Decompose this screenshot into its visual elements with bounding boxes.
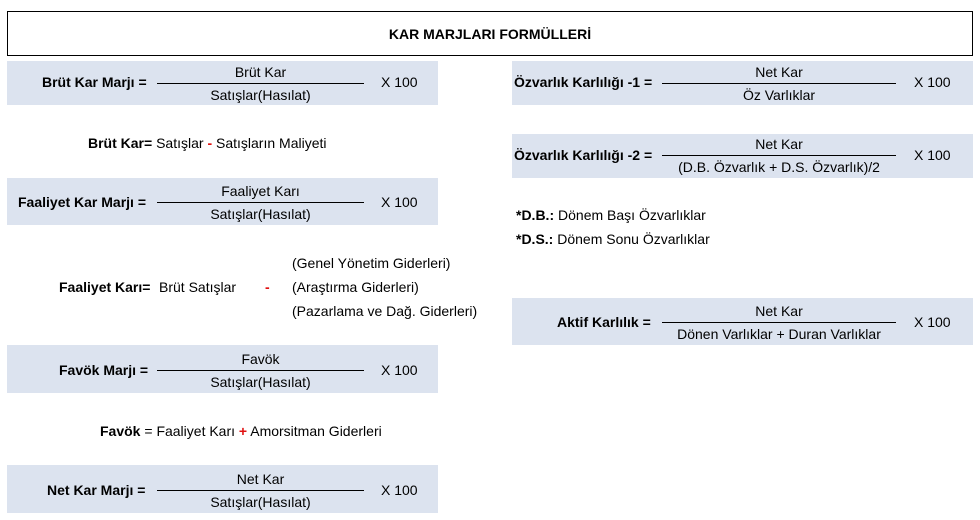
equals-sign: = bbox=[144, 423, 153, 439]
fraction-denominator: Satışlar(Hasılat) bbox=[210, 206, 311, 222]
fraction-numerator: Brüt Kar bbox=[234, 64, 287, 80]
fraction-denominator: Satışlar(Hasılat) bbox=[210, 374, 311, 390]
fraction-denominator: Satışlar(Hasılat) bbox=[210, 494, 311, 510]
note-key: *D.S.: bbox=[516, 231, 554, 247]
fraction-numerator: Net Kar bbox=[755, 136, 803, 152]
operating-expense-item: (Pazarlama ve Dağ. Giderleri) bbox=[292, 303, 478, 319]
page-title: KAR MARJLARI FORMÜLLERİ bbox=[7, 11, 973, 56]
roa-fraction bbox=[662, 300, 896, 345]
multiplier: X 100 bbox=[914, 74, 951, 90]
ebitda-label: Favök bbox=[100, 423, 141, 439]
fraction-denominator: Satışlar(Hasılat) bbox=[210, 87, 311, 103]
multiplier: X 100 bbox=[381, 74, 418, 90]
fraction-numerator: Net Kar bbox=[236, 471, 285, 487]
roa-label: Aktif Karlılık = bbox=[557, 314, 651, 330]
multiplier: X 100 bbox=[381, 482, 418, 498]
roe1-label: Özvarlık Karlılığı -1 = bbox=[514, 74, 653, 90]
multiplier: X 100 bbox=[381, 194, 418, 210]
roe2-label: Özvarlık Karlılığı -2 = bbox=[514, 147, 653, 163]
multiplier: X 100 bbox=[914, 147, 951, 163]
gross-margin-label: Brüt Kar Marjı = bbox=[42, 74, 147, 90]
note-key: *D.B.: bbox=[516, 207, 555, 223]
ebitda-margin-label: Favök Marjı = bbox=[59, 362, 149, 378]
fraction-denominator: Öz Varlıklar bbox=[742, 87, 816, 103]
net-margin-label: Net Kar Marjı = bbox=[47, 482, 146, 498]
roe1-fraction bbox=[662, 61, 896, 106]
operating-expense-item: (Genel Yönetim Giderleri) bbox=[292, 255, 451, 271]
roe2-fraction bbox=[662, 133, 896, 178]
operating-profit-label: Faaliyet Karı= bbox=[59, 279, 151, 295]
gross-profit-term-a: Satışlar bbox=[156, 135, 204, 151]
gross-margin-fraction bbox=[157, 61, 364, 106]
note-text: Dönem Başı Özvarlıklar bbox=[558, 207, 706, 223]
ebitda-term-a: Faaliyet Karı bbox=[156, 423, 236, 439]
multiplier: X 100 bbox=[914, 314, 951, 330]
ebitda-formula bbox=[100, 423, 382, 439]
plus-operator: + bbox=[238, 423, 248, 439]
operating-expense-item: (Araştırma Giderleri) bbox=[292, 279, 419, 295]
ebitda-margin-fraction bbox=[157, 348, 364, 393]
gross-profit-label: Brüt Kar= bbox=[88, 135, 153, 151]
operating-margin-label: Faaliyet Kar Marjı = bbox=[18, 194, 147, 210]
operating-profit-term-a: Brüt Satışlar bbox=[159, 279, 237, 295]
fraction-denominator: (D.B. Özvarlık + D.S. Özvarlık)/2 bbox=[678, 159, 880, 175]
note-text: Dönem Sonu Özvarlıklar bbox=[557, 231, 710, 247]
minus-operator: - bbox=[265, 279, 270, 295]
operating-margin-fraction bbox=[157, 180, 364, 225]
note-ds bbox=[516, 231, 710, 247]
net-margin-fraction bbox=[157, 468, 364, 513]
fraction-numerator: Net Kar bbox=[755, 64, 803, 80]
note-db bbox=[516, 207, 706, 223]
ebitda-term-b: Amorsitman Giderleri bbox=[250, 423, 382, 439]
minus-operator: - bbox=[207, 135, 213, 151]
fraction-numerator: Favök bbox=[241, 351, 280, 367]
fraction-denominator: Dönen Varlıklar + Duran Varlıklar bbox=[677, 326, 881, 342]
fraction-numerator: Faaliyet Karı bbox=[221, 183, 300, 199]
multiplier: X 100 bbox=[381, 362, 418, 378]
gross-profit-term-b: Satışların Maliyeti bbox=[216, 135, 327, 151]
gross-profit-formula bbox=[88, 135, 326, 151]
fraction-numerator: Net Kar bbox=[755, 303, 803, 319]
